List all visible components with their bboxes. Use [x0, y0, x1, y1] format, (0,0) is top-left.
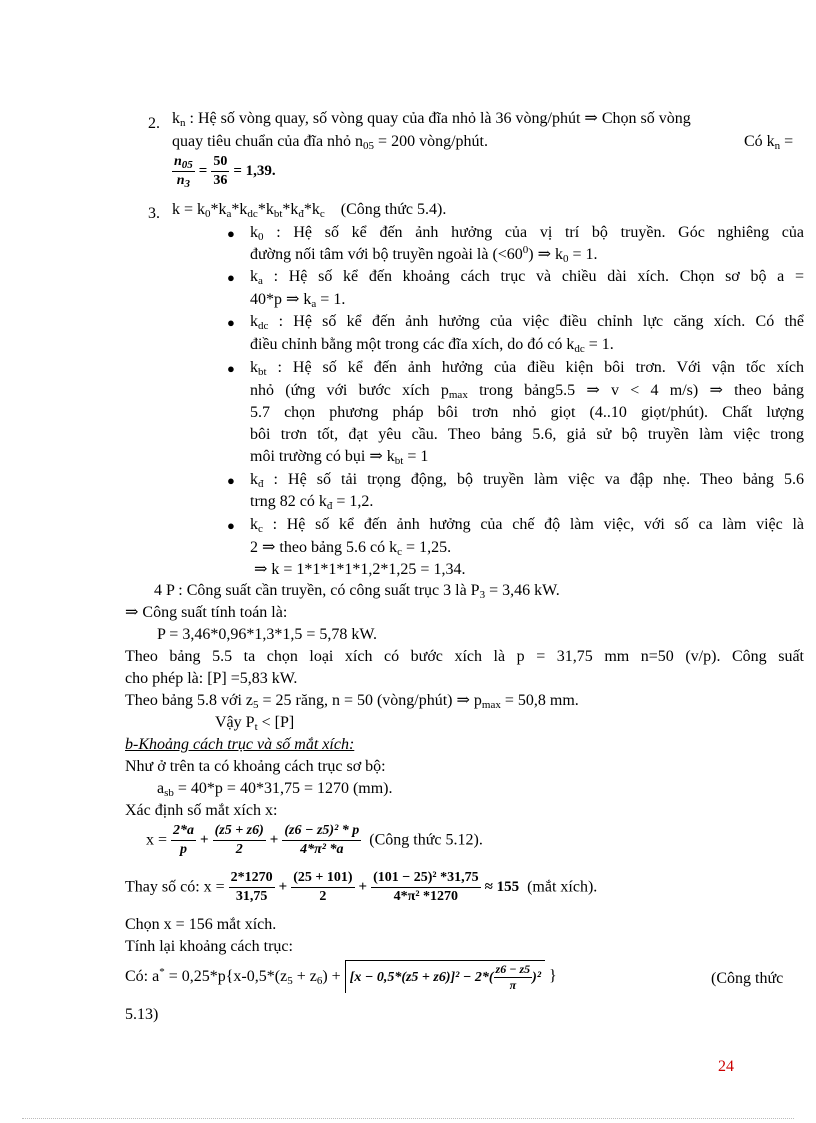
formula-a-star: Có: $a^* = 0,25*p\{x-0,5*(z_5 + z_6) + [x - 0,5*(z5 + z6)]^2 - 2*$( $\frac{z6 - z5}{\pi}$ )² } — [125, 962, 557, 992]
calc-power-equation: P = 3,46*0,96*1,3*1,5 = 5,78 kW. — [157, 626, 377, 643]
formula-x: x = $\frac{2*a}{p}$ + $\frac{(z5 + z6)}{2}$ + $\frac{\text{(z6 − z5)² * p}}{\text{4*π² *a}}$ (Công thức 5.12). — [146, 823, 483, 857]
bullet-2-line-1: $k_a$ : Hệ số kể đến khoảng cách trục và chiều dài xích. Chọn sơ bộ a = — [250, 268, 804, 287]
a-star-ref-number: 5.13) — [125, 1006, 159, 1023]
conclusion-line: Vậy $P_t < [P]$ — [215, 714, 295, 733]
item-2-line-2: quay tiêu chuẩn của đĩa nhỏ $n_{05} = 200$ vòng/phút. — [172, 133, 488, 152]
item-2-number: 2. — [148, 115, 160, 132]
bullet-4-line-2: nhỏ (ứng với bước xích $p_{max}$ trong bảng5.5 ⇒ v < 4 m/s) ⇒ theo bảng — [250, 382, 804, 401]
bullet-1-line-1: $k_0$ : Hệ số kể đến ảnh hưởng của vị trí bộ truyền. Góc nghiêng của — [250, 224, 804, 243]
bullet-5-line-2: trng 82 có $k_đ = 1,2$. — [250, 493, 374, 512]
x-title: Xác định số mắt xích x: — [125, 802, 278, 819]
bullet-4-line-4: bôi trơn tốt, đạt yêu cầu. Theo bảng 5.6, giả sử bộ truyền làm việc trong — [250, 426, 804, 443]
asb-intro: Như ở trên ta có khoảng cách trục sơ bộ: — [125, 758, 386, 775]
frac-z6z5-p: $\frac{\text{(z6 − z5)² * p}}{\text{4*π² *a}}$ — [284, 823, 360, 857]
bullet-3-line-1: $k_{dc}$ : Hệ số kể đến ảnh hưởng của việc điều chỉnh lực căng xích. Có thể — [250, 313, 804, 332]
kn-fraction-values: $\frac{50}{36}$ — [213, 154, 228, 188]
bullet-dot: ● — [227, 315, 235, 330]
power-p4-line: 4 P : Công suất cần truyền, có công suất trục 3 là $P_3 = 3,46$ kW. — [154, 582, 560, 601]
table-5-5-line-1: Theo bảng 5.5 ta chọn loại xích có bước xích là p = 31,75 mm n=50 (v/p). Công suất — [125, 648, 804, 665]
table-5-8-line: Theo bảng 5.8 với $z_5 = 25$ răng, n = 50 (vòng/phút) ⇒ $p_{max} = 50,8$ mm. — [125, 692, 579, 711]
bullet-6-line-1: $k_c$ : Hệ số kể đến ảnh hưởng của chế độ làm việc, với số ca làm việc là — [250, 516, 804, 535]
frac-2x1270: $\frac{2*1270}{31,75}$ — [230, 870, 273, 904]
formula-substitution: Thay số có: x = $\frac{2*1270}{31,75}$ + $\frac{(25 + 101)}{2}$ + $\frac{\text{(101 − 25)² *31,75}}{\text{4*π² *1270}}$ ≈ 155 (mắt xích). — [125, 870, 598, 904]
bullet-3-line-2: điều chỉnh bằng một trong các đĩa xích, do đó có $k_{dc} = 1$. — [250, 336, 614, 355]
bullet-4-line-3: 5.7 chọn phương pháp bôi trơn nhỏ giọt (4..10 giọt/phút). Chất lượng — [250, 404, 804, 421]
bullet-5-line-1: $k_đ$ : Hệ số tải trọng động, bộ truyền làm việc va đập nhẹ. Theo bảng 5.6 — [250, 471, 804, 490]
calc-power-title: ⇒ Công suất tính toán là: — [125, 604, 288, 621]
bullet-dot: ● — [227, 270, 235, 285]
bullet-dot: ● — [227, 361, 235, 376]
sqrt-expression: [x − 0,5*(z5 + z6)]² − 2*( $\frac{z6 - z5}{\pi}$ )² — [345, 960, 545, 993]
frac-25-101: $\frac{(25 + 101)}{2}$ — [293, 870, 353, 904]
recalc-title: Tính lại khoảng cách trục: — [125, 938, 293, 955]
bullet-2-line-2: 40*p ⇒ $k_a = 1$. — [250, 291, 346, 310]
bullet-4-line-1: $k_{bt}$ : Hệ số kể đến ảnh hưởng của điều kiện bôi trơn. Với vận tốc xích — [250, 359, 804, 378]
item-2-line-1: $k_n$ : Hệ số vòng quay, số vòng quay của đĩa nhỏ là 36 vòng/phút ⇒ Chọn số vòng — [172, 110, 691, 129]
footer-divider — [22, 1118, 794, 1119]
section-b-heading: b-Khoảng cách trục và số mắt xích: — [125, 736, 355, 753]
table-5-5-line-2: cho phép là: [P] =5,83 kW. — [125, 670, 298, 687]
item-2-kn-label: Có $k_n$ = — [744, 133, 794, 152]
bullet-dot: ● — [227, 518, 235, 533]
frac-z5z6-2: $\frac{(z5 + z6)}{2}$ — [214, 823, 264, 857]
k-result-line: ⇒ k = 1*1*1*1*1,2*1,25 = 1,34. — [254, 561, 466, 578]
item-3-formula: $k = k_0*k_a*k_{dc}*k_{bt}*k_đ*k_c$ (Công thức 5.4). — [172, 201, 447, 220]
page-number: 24 — [718, 1058, 734, 1075]
kn-fraction-n: $\frac{n_{05}}{n_3}$ — [174, 154, 193, 190]
choose-x-line: Chọn x = 156 mắt xích. — [125, 916, 277, 933]
asb-equation: $a_{sb} = 40*p = 40*31,75 = 1270$ (mm). — [157, 780, 393, 799]
kn-formula: $\frac{n_{05}}{n_3}$ = $\frac{50}{36}$ = 1,39. — [174, 154, 276, 190]
a-star-ref: (Công thức — [711, 970, 784, 987]
bullet-4-line-5: môi trường có bụi ⇒ $k_{bt} = 1$ — [250, 448, 429, 467]
bullet-1-line-2: đường nối tâm với bộ truyền ngoài là $(<60^0)$ ⇒ $k_0 = 1$. — [250, 244, 598, 265]
frac-101-25: $\frac{\text{(101 − 25)² *31,75}}{\text{4*π² *1270}}$ — [373, 870, 479, 904]
bullet-dot: ● — [227, 473, 235, 488]
frac-2a-p: $\frac{2*a}{p}$ — [173, 823, 195, 857]
bullet-6-line-2: 2 ⇒ theo bảng 5.6 có $k_c = 1,25$. — [250, 539, 452, 558]
bullet-dot: ● — [227, 226, 235, 241]
item-3-number: 3. — [148, 205, 160, 222]
